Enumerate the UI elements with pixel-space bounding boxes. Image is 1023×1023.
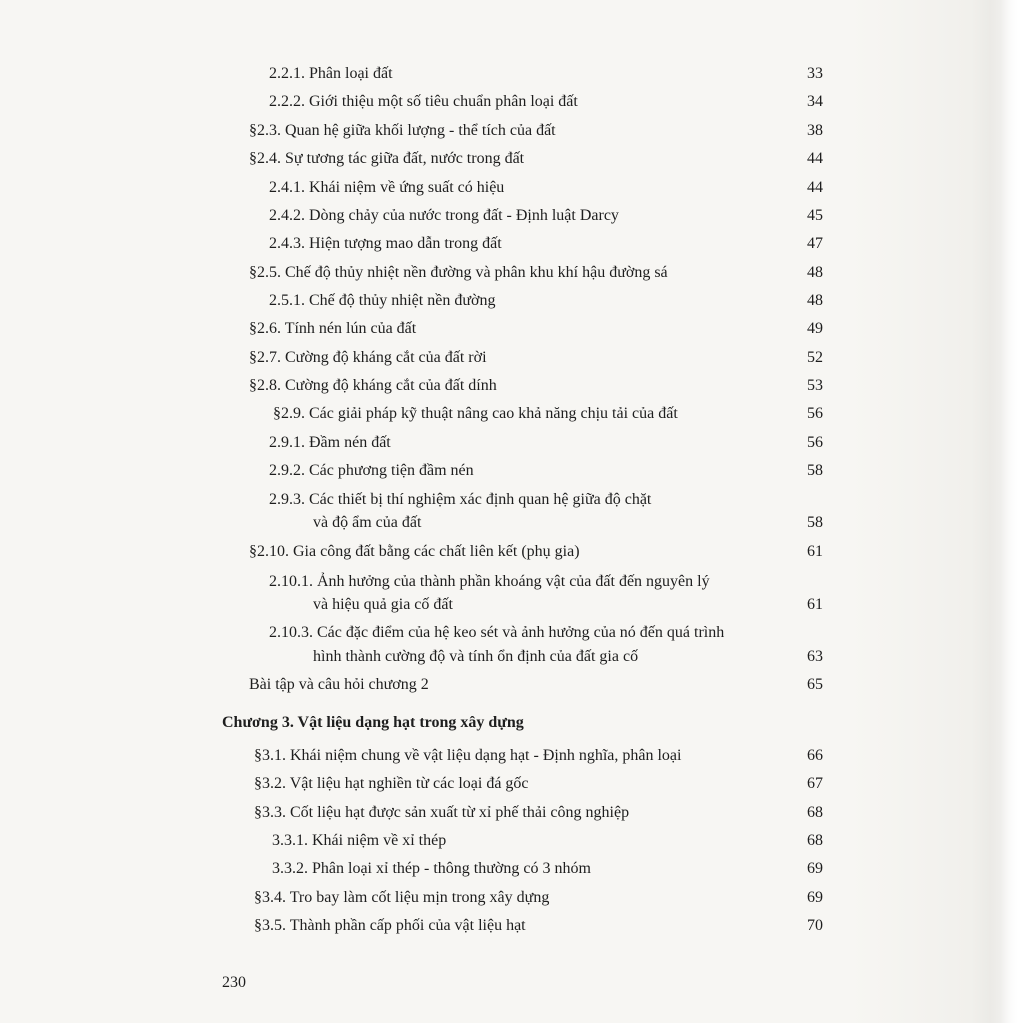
toc-entry-page: 58: [807, 462, 823, 479]
toc-entry-page: 61: [807, 596, 823, 613]
toc-entry-label: 2.4.1. Khái niệm về ứng suất có hiệu: [269, 179, 505, 196]
toc-entry-page: 65: [807, 676, 823, 693]
toc-entry-page: 67: [807, 775, 823, 792]
toc-entry-page: 68: [807, 832, 823, 849]
toc-entry-page: 69: [807, 860, 823, 877]
toc-entry-label: §2.10. Gia công đất bằng các chất liên kết (phụ gia): [249, 543, 580, 560]
toc-entry-label: hình thành cường độ và tính ổn định của đất gia cố: [313, 648, 639, 665]
toc-entry-label: §3.1. Khái niệm chung về vật liệu dạng hạt - Định nghĩa, phân loại: [254, 747, 682, 764]
toc-entry-page: 58: [807, 514, 823, 531]
toc-entry-label: và độ ẩm của đất: [313, 514, 422, 531]
toc-entry-label: §2.7. Cường độ kháng cắt của đất rời: [249, 349, 487, 366]
toc-entry-page: 44: [807, 150, 823, 167]
toc-entry-label: §3.4. Tro bay làm cốt liệu mịn trong xây dựng: [254, 889, 550, 906]
toc-entry-page: 61: [807, 543, 823, 560]
toc-entry-page: 49: [807, 320, 823, 337]
toc-entry-label: §3.2. Vật liệu hạt nghiền từ các loại đá gốc: [254, 775, 529, 792]
toc-entry-label: 2.2.2. Giới thiệu một số tiêu chuẩn phân loại đất: [269, 93, 578, 110]
toc-entry-page: 52: [807, 349, 823, 366]
chapter-title: Chương 3. Vật liệu dạng hạt trong xây dựng: [222, 714, 524, 731]
toc-entry-label: §2.6. Tính nén lún của đất: [249, 320, 417, 337]
toc-entry-page: 66: [807, 747, 823, 764]
toc-entry-page: 47: [807, 235, 823, 252]
toc-entry-label: 2.10.1. Ảnh hưởng của thành phần khoáng vật của đất đến nguyên lý: [269, 573, 710, 590]
toc-entry-label: §2.9. Các giải pháp kỹ thuật nâng cao khả năng chịu tải của đất: [273, 405, 678, 422]
toc-entry-page: 33: [807, 65, 823, 82]
toc-entry-label: §2.4. Sự tương tác giữa đất, nước trong đất: [249, 150, 525, 167]
page-number: 230: [222, 974, 246, 991]
toc-entry-label: 2.2.1. Phân loại đất: [269, 65, 393, 82]
toc-entry-page: 56: [807, 434, 823, 451]
toc-entry-label: 2.9.3. Các thiết bị thí nghiệm xác định quan hệ giữa độ chặt: [269, 491, 652, 508]
toc-entry-page: 56: [807, 405, 823, 422]
toc-entry-page: 44: [807, 179, 823, 196]
toc-entry-page: 68: [807, 804, 823, 821]
toc-entry-label: §2.8. Cường độ kháng cắt của đất dính: [249, 377, 497, 394]
toc-entry-page: 63: [807, 648, 823, 665]
toc-entry-page: 48: [807, 292, 823, 309]
toc-entry-label: 2.9.1. Đầm nén đất: [269, 434, 391, 451]
toc-entry-label: 2.9.2. Các phương tiện đầm nén: [269, 462, 474, 479]
toc-entry-label: và hiệu quả gia cố đất: [313, 596, 453, 613]
toc-entry-label: §2.3. Quan hệ giữa khối lượng - thể tích của đất: [249, 122, 556, 139]
toc-entry-page: 34: [807, 93, 823, 110]
toc-entry-label: §3.3. Cốt liệu hạt được sản xuất từ xỉ phế thải công nghiệp: [254, 804, 630, 821]
toc-entry-label: §3.5. Thành phần cấp phối của vật liệu hạt: [254, 917, 526, 934]
toc-entry-page: 38: [807, 122, 823, 139]
toc-entry-label: 2.5.1. Chế độ thủy nhiệt nền đường: [269, 292, 496, 309]
toc-entry-page: 45: [807, 207, 823, 224]
toc-entry-label: 3.3.1. Khái niệm về xỉ thép: [272, 832, 447, 849]
toc-entry-page: 48: [807, 264, 823, 281]
toc-entry-label: Bài tập và câu hỏi chương 2: [249, 676, 429, 693]
toc-entry-label: 2.4.2. Dòng chảy của nước trong đất - Định luật Darcy: [269, 207, 619, 224]
toc-entry-label: 2.10.3. Các đặc điểm của hệ keo sét và ảnh hưởng của nó đến quá trình: [269, 624, 725, 641]
page-edge: [855, 0, 1023, 1023]
toc-entry-page: 69: [807, 889, 823, 906]
toc-entry-label: 2.4.3. Hiện tượng mao dẫn trong đất: [269, 235, 502, 252]
toc-entry-label: 3.3.2. Phân loại xỉ thép - thông thường có 3 nhóm: [272, 860, 591, 877]
toc-entry-page: 70: [807, 917, 823, 934]
toc-entry-label: §2.5. Chế độ thủy nhiệt nền đường và phân khu khí hậu đường sá: [249, 264, 668, 281]
toc-entry-page: 53: [807, 377, 823, 394]
